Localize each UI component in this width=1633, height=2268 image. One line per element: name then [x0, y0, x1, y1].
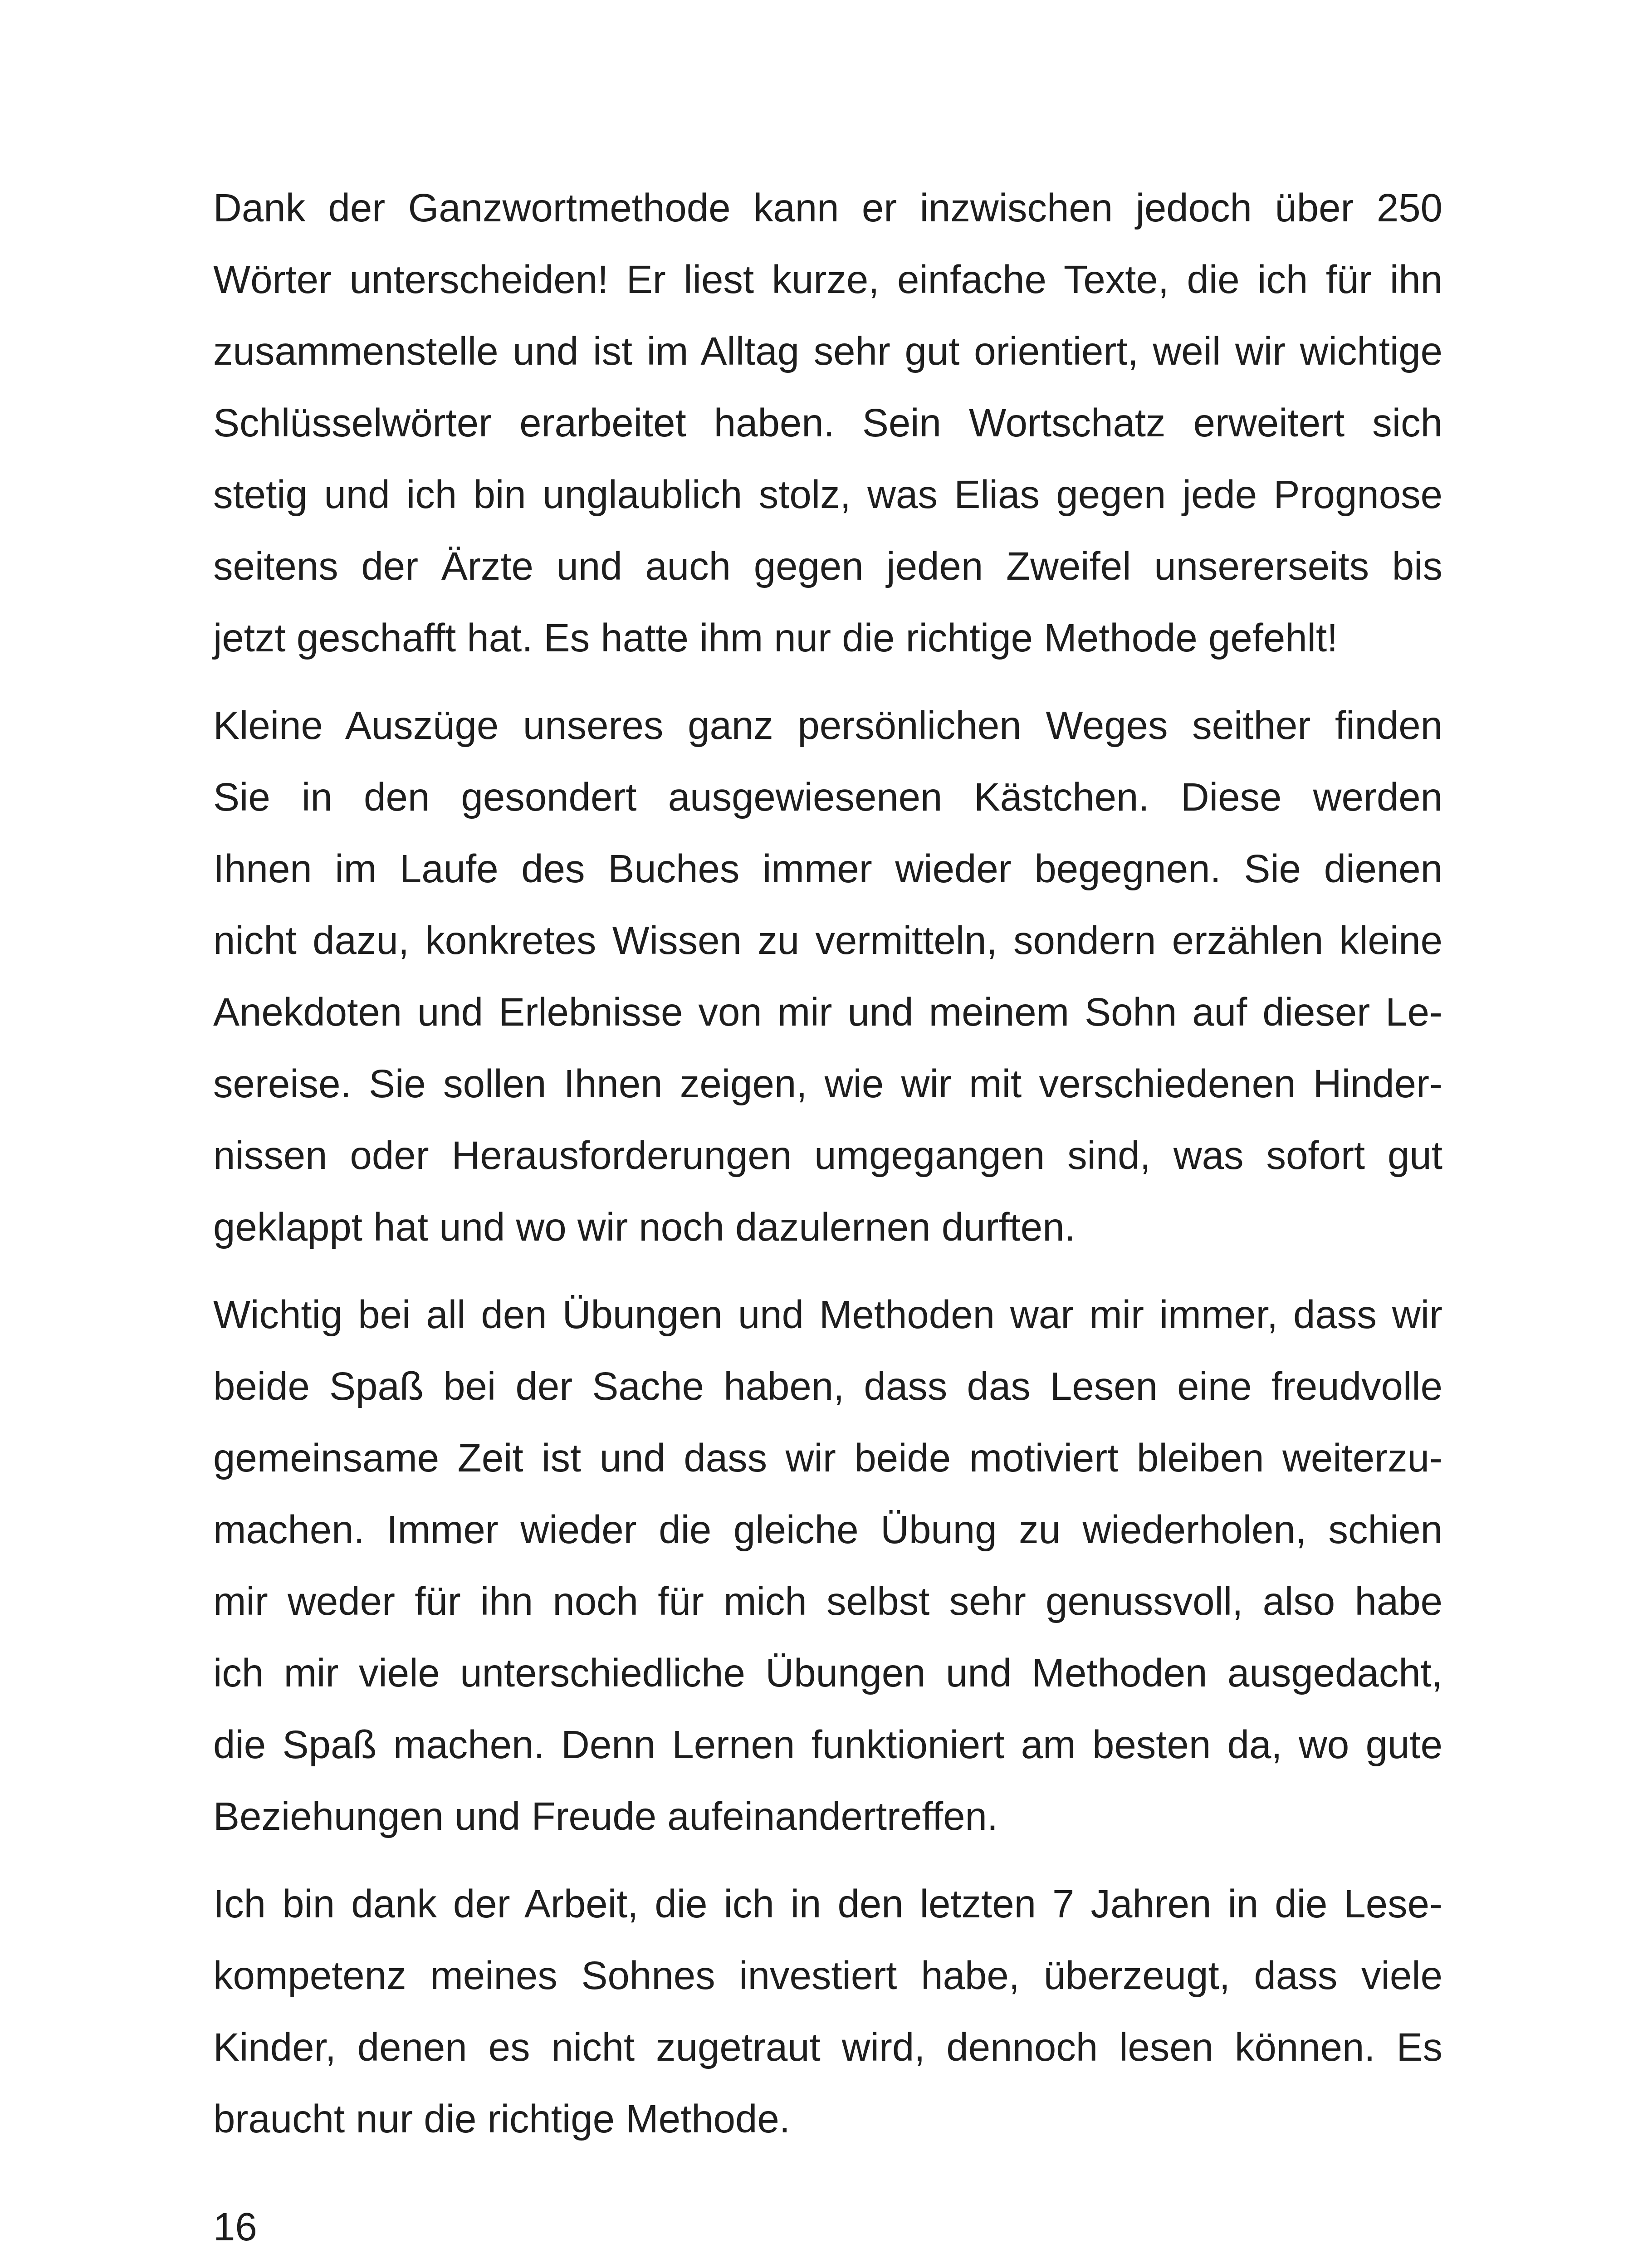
text-line: mir weder für ihn noch für mich selbst sehr genussvoll, also habe: [213, 1579, 1442, 1623]
text-line: jetzt geschafft hat. Es hatte ihm nur die richtige Methode gefehlt!: [213, 616, 1338, 660]
text-line: Ich bin dank der Arbeit, die ich in den letzten 7 Jahren in die Lese-: [213, 1882, 1442, 1926]
body-text: [213, 172, 1442, 2155]
text-line: gemeinsame Zeit ist und dass wir beide motiviert bleiben weiterzu-: [213, 1436, 1442, 1480]
text-line: machen. Immer wieder die gleiche Übung zu wiederholen, schien: [213, 1508, 1442, 1552]
text-line: Kinder, denen es nicht zugetraut wird, dennoch lesen können. Es: [213, 2025, 1442, 2069]
text-line: braucht nur die richtige Methode.: [213, 2097, 790, 2141]
text-line: Beziehungen und Freude aufeinandertreffen.: [213, 1794, 998, 1838]
page-number: 16: [213, 2205, 257, 2249]
text-line: die Spaß machen. Denn Lernen funktioniert am besten da, wo gute: [213, 1723, 1442, 1767]
paragraph-4: [213, 1868, 1442, 2155]
text-line: Wichtig bei all den Übungen und Methoden war mir immer, dass wir: [213, 1293, 1442, 1337]
text-line: nissen oder Herausforderungen umgegangen sind, was sofort gut: [213, 1134, 1442, 1178]
text-line: sereise. Sie sollen Ihnen zeigen, wie wir mit verschiedenen Hinder-: [213, 1062, 1442, 1106]
text-line: beide Spaß bei der Sache haben, dass das Lesen eine freudvolle: [213, 1364, 1442, 1408]
paragraph-2: [213, 690, 1442, 1263]
text-line: zusammenstelle und ist im Alltag sehr gut orientiert, weil wir wichtige: [213, 329, 1442, 373]
paragraph-1: [213, 172, 1442, 674]
text-line: Ihnen im Laufe des Buches immer wieder begegnen. Sie dienen: [213, 847, 1442, 891]
paragraph-3: [213, 1279, 1442, 1853]
text-line: stetig und ich bin unglaublich stolz, was Elias gegen jede Prognose: [213, 473, 1442, 517]
text-line: nicht dazu, konkretes Wissen zu vermitteln, sondern erzählen kleine: [213, 919, 1442, 963]
text-line: Dank der Ganzwortmethode kann er inzwischen jedoch über 250: [213, 186, 1442, 230]
text-line: kompetenz meines Sohnes investiert habe, überzeugt, dass viele: [213, 1954, 1442, 1998]
text-line: ich mir viele unterschiedliche Übungen und Methoden ausgedacht,: [213, 1651, 1442, 1695]
text-line: Anekdoten und Erlebnisse von mir und meinem Sohn auf dieser Le-: [213, 990, 1442, 1034]
text-line: Schlüsselwörter erarbeitet haben. Sein Wortschatz erweitert sich: [213, 401, 1442, 445]
text-line: seitens der Ärzte und auch gegen jeden Zweifel unsererseits bis: [213, 544, 1442, 588]
text-line: geklappt hat und wo wir noch dazulernen durften.: [213, 1205, 1076, 1249]
text-line: Wörter unterscheiden! Er liest kurze, einfache Texte, die ich für ihn: [213, 258, 1442, 302]
text-line: Kleine Auszüge unseres ganz persönlichen Weges seither finden: [213, 704, 1442, 748]
text-line: Sie in den gesondert ausgewiesenen Kästchen. Diese werden: [213, 775, 1442, 819]
